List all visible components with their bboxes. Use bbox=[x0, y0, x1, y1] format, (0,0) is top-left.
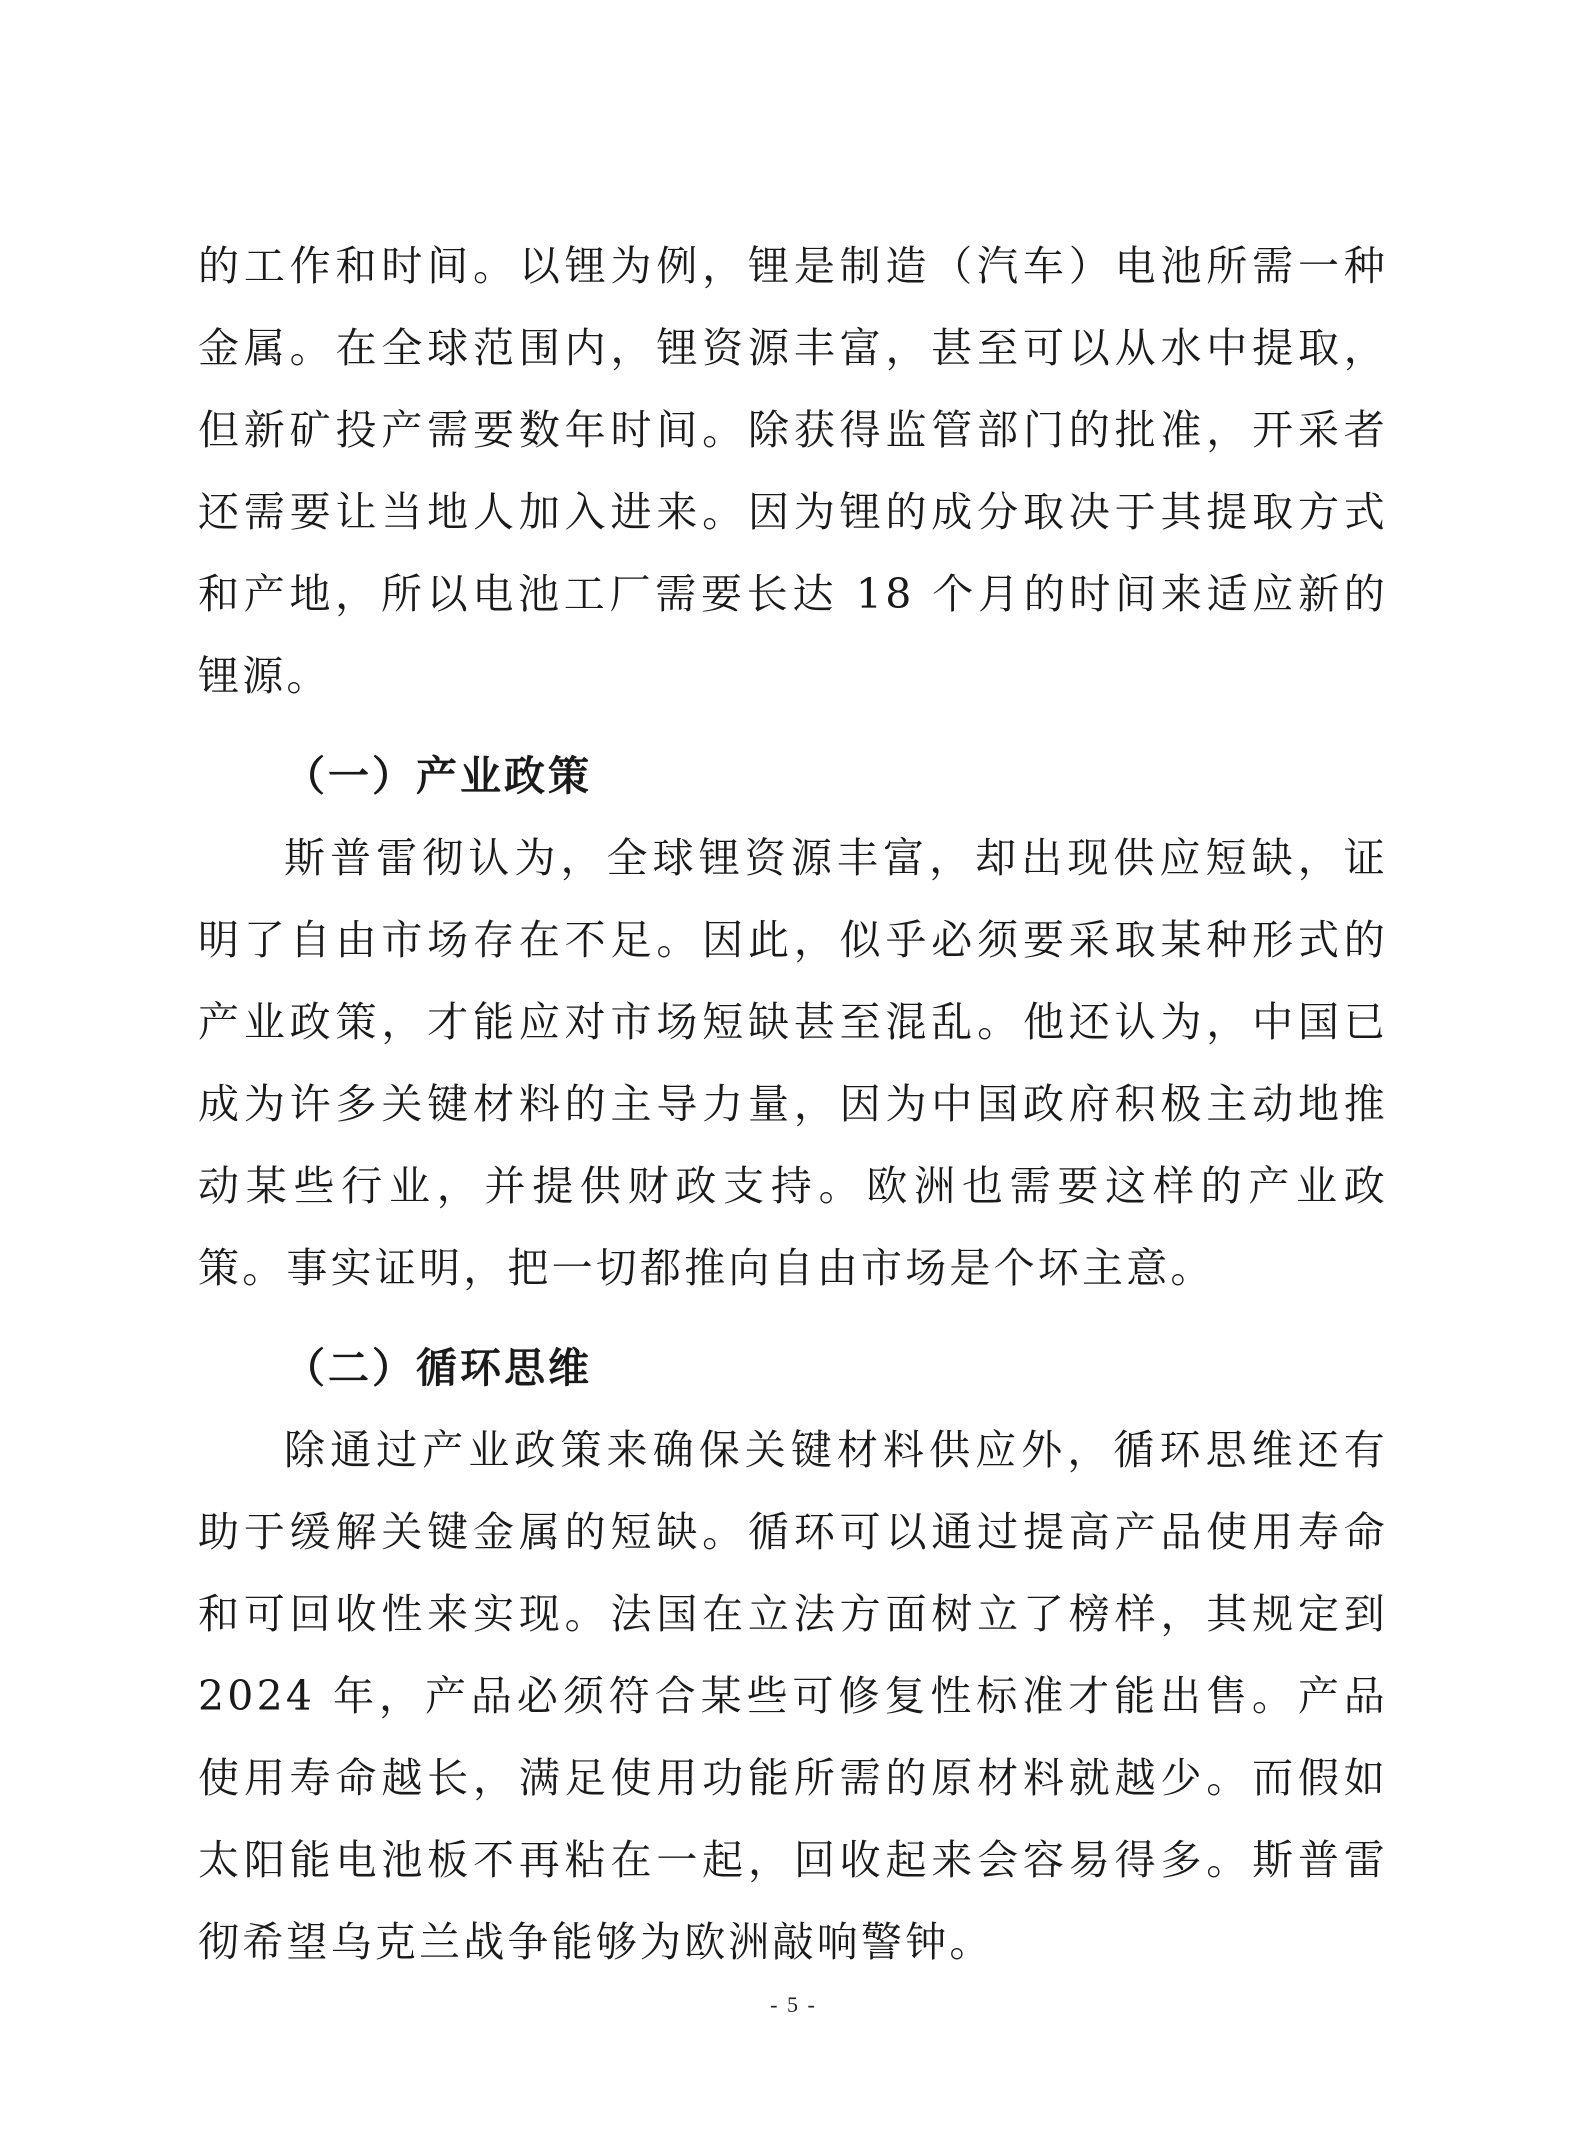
section-paragraph-industrial-policy: 斯普雷彻认为，全球锂资源丰富，却出现供应短缺，证明了自由市场存在不足。因此，似乎必须要采取某种形式的产业政策，才能应对市场短缺甚至混乱。他还认为，中国已成为许多关键材料的主导力量，因为中国政府积极主动地推动某些行业，并提供财政支持。欧洲也需要这样的产业政策。事实证明，把一切都推向自由市场是个坏主意。 bbox=[198, 834, 1388, 1292]
section-heading-circular-thinking: （二）循环思维 bbox=[284, 1344, 592, 1392]
intro-paragraph: 的工作和时间。以锂为例，锂是制造（汽车）电池所需一种金属。在全球范围内，锂资源丰富，甚至可以从水中提取，但新矿投产需要数年时间。除获得监管部门的批准，开采者还需要让当地人加入进来。因为锂的成分取决于其提取方式和产地，所以电池工厂需要长达 18 个月的时间来适应新的锂源。 bbox=[198, 242, 1388, 700]
document-body bbox=[198, 225, 1388, 1983]
section-paragraph-circular-thinking: 除通过产业政策来确保关键材料供应外，循环思维还有助于缓解关键金属的短缺。循环可以通过提高产品使用寿命和可回收性来实现。法国在立法方面树立了榜样，其规定到 2024 年，产品必须符合某些可修复性标准才能出售。产品使用寿命越长，满足使用功能所需的原材料就越少。而假如太阳能电池板不再粘在一起，回收起来会容易得多。斯普雷彻希望乌克兰战争能够为欧洲敲响警钟。 bbox=[198, 1426, 1388, 1966]
section-heading-industrial-policy: （一）产业政策 bbox=[284, 752, 592, 800]
page-number: - 5 - bbox=[770, 1992, 817, 2017]
